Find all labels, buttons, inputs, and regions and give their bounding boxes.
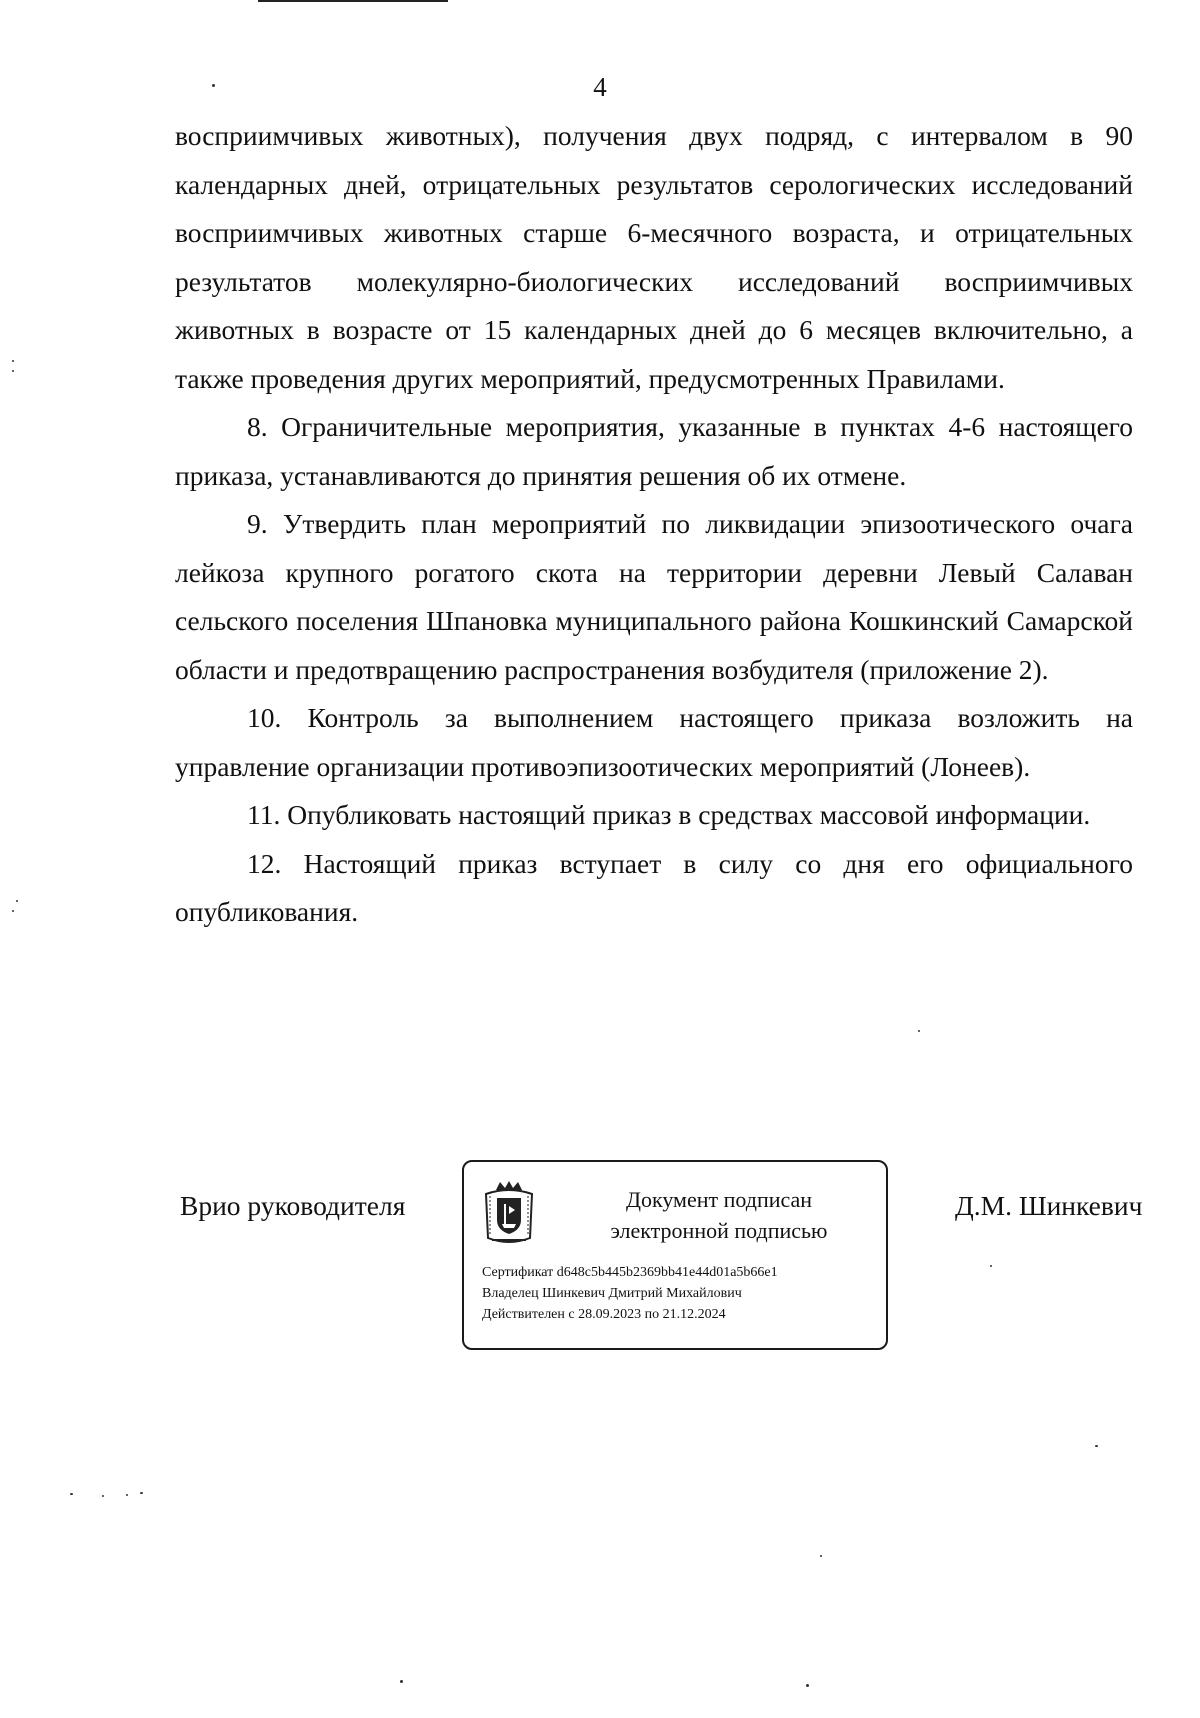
scan-speck: [102, 1495, 104, 1497]
top-edge-line: [258, 0, 448, 2]
page-number: 4: [593, 72, 607, 102]
scan-speck: [16, 900, 18, 902]
scan-speck: [820, 1555, 822, 1557]
scan-speck: [126, 1494, 128, 1496]
paragraph-continuation: восприимчивых животных), получения двух подряд, с интервалом в 90 календарных дней, отрицательных результатов серологических исследований восприимчивых животных старше 6-месячного возраста, и отрицательных результатов молекулярно-биологических исследований восприимчивых животных в возрасте от 15 календарных дней до 6 месяцев включительно, а также проведения других мероприятий, предусмотренных Правилами.: [175, 120, 1133, 394]
stamp-details: [482, 1262, 778, 1325]
paragraph-item-8: 8. Ограничительные мероприятия, указанные в пунктах 4-6 настоящего приказа, устанавливаются до принятия решения об их отмене.: [175, 411, 1133, 491]
scan-speck: [1095, 1445, 1098, 1447]
stamp-title-line-1: Документ подписан: [625, 1187, 813, 1212]
stamp-certificate: Сертификат d648c5b445b2369bb41e44d01a5b66e1: [482, 1265, 778, 1280]
scan-speck: [12, 370, 14, 372]
signatory-role: Врио руководителя: [180, 1190, 406, 1221]
scan-speck: [400, 1680, 403, 1683]
stamp-title: [559, 1184, 879, 1246]
scan-speck: [70, 1493, 73, 1495]
electronic-signature-stamp: [462, 1160, 888, 1350]
scan-speck: [12, 360, 14, 362]
paragraph-item-12: 12. Настоящий приказ вступает в силу со дня его официального опубликования.: [175, 847, 1133, 927]
scan-speck: [918, 1030, 920, 1032]
scan-speck: [212, 84, 215, 87]
scan-speck: [990, 1265, 992, 1267]
signatory-name: Д.М. Шинкевич: [955, 1190, 1143, 1221]
paragraph-item-10: 10. Контроль за выполнением настоящего приказа возложить на управление организации противоэпизоотических мероприятий (Лонеев).: [175, 702, 1133, 782]
stamp-title-line-2: электронной подписью: [610, 1218, 828, 1243]
stamp-owner: Владелец Шинкевич Дмитрий Михайлович: [482, 1286, 742, 1301]
scan-speck: [140, 1492, 143, 1494]
scan-speck: [806, 1684, 809, 1687]
stamp-validity: Действителен с 28.09.2023 по 21.12.2024: [482, 1307, 726, 1322]
paragraph-item-9: 9. Утвердить план мероприятий по ликвидации эпизоотического очага лейкоза крупного рогатого скота на территории деревни Левый Салаван сельского поселения Шпановка муниципального района Кошкинский Самарской области и предотвращению распространения возбудителя (приложение 2).: [175, 508, 1133, 685]
paragraph-item-11: 11. Опубликовать настоящий приказ в средствах массовой информации.: [247, 799, 1091, 830]
coat-of-arms-icon: [482, 1180, 536, 1246]
scan-speck: [12, 910, 14, 912]
document-body: [175, 112, 1133, 937]
